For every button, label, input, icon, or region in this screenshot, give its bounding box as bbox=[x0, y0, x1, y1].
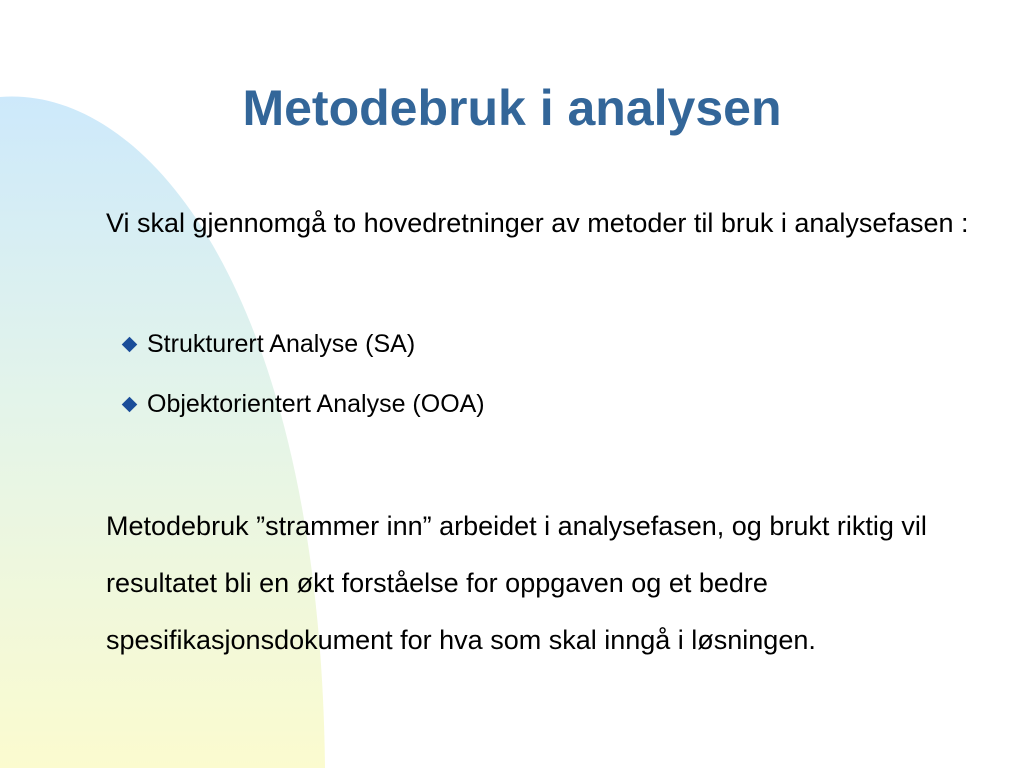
bullet-list bbox=[118, 314, 485, 434]
slide-title: Metodebruk i analysen bbox=[242, 80, 782, 136]
diamond-bullet-icon bbox=[122, 396, 138, 412]
intro-paragraph: Vi skal gjennomgå to hovedretninger av metoder til bruk i analysefasen : bbox=[106, 208, 969, 238]
bullet-label: Objektorientert Analyse (OOA) bbox=[147, 389, 485, 418]
bullet-item-sa bbox=[118, 314, 485, 374]
conclusion-paragraph: Metodebruk ”strammer inn” arbeidet i analysefasen, og brukt riktig vil resultatet bli en økt forståelse for oppgaven og et bedre spesifikasjonsdokument for hva som skal inngå i løsningen. bbox=[106, 511, 927, 655]
bullet-label: Strukturert Analyse (SA) bbox=[147, 329, 416, 358]
bullet-item-ooa bbox=[118, 374, 485, 434]
diamond-bullet-icon bbox=[122, 336, 138, 352]
